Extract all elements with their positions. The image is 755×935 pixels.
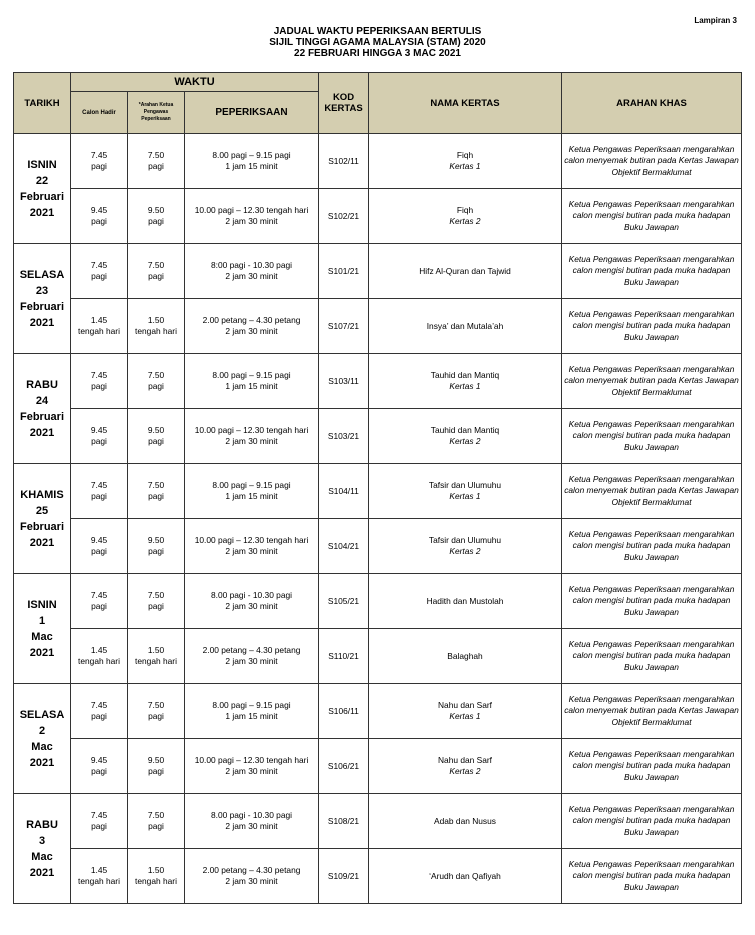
calon-time: 7.45 [90, 150, 108, 160]
paper-number: Kertas 1 [449, 711, 481, 721]
ketua-period: tengah hari [135, 326, 177, 336]
paper-name-cell [369, 244, 562, 299]
ketua-period: pagi [148, 216, 164, 226]
calon-time: 1.45 [90, 865, 108, 875]
paper-name-cell [369, 409, 562, 464]
paper-name-cell [369, 189, 562, 244]
special-instruction-cell: Ketua Pengawas Peperiksaan mengarahkan calon mengisi butiran pada muka hadapan Buku Jawapan [562, 794, 742, 849]
table-row [14, 629, 742, 684]
paper-name-cell [369, 739, 562, 794]
header-arahan-khas: ARAHAN KHAS [562, 73, 742, 134]
calon-time: 7.45 [90, 370, 108, 380]
document-title [0, 26, 755, 59]
calon-time: 9.45 [90, 755, 108, 765]
table-row [14, 684, 742, 739]
arahan-ketua-cell [128, 354, 185, 409]
table-row [14, 794, 742, 849]
exam-time-range: 10.00 pagi – 12.30 tengah hari [194, 535, 309, 545]
exam-time-cell [185, 519, 319, 574]
exam-time-cell [185, 134, 319, 189]
ketua-time: 7.50 [147, 810, 165, 820]
exam-time-range: 8.00 pagi – 9.15 pagi [212, 150, 291, 160]
paper-code-cell: S104/21 [319, 519, 369, 574]
table-row [14, 189, 742, 244]
calon-hadir-cell [71, 134, 128, 189]
table-row [14, 464, 742, 519]
paper-name: Fiqh [456, 205, 474, 215]
special-instruction-cell: Ketua Pengawas Peperiksaan mengarahkan calon menyemak butiran pada Kertas Jawapan Objektif Bermaklumat [562, 354, 742, 409]
exam-duration: 1 jam 15 minit [225, 711, 278, 721]
exam-duration: 1 jam 15 minit [225, 381, 278, 391]
ketua-period: pagi [148, 766, 164, 776]
year: 2021 [29, 426, 55, 439]
arahan-ketua-cell [128, 519, 185, 574]
table-row [14, 244, 742, 299]
month-name: Februari [19, 410, 64, 423]
month-name: Mac [31, 630, 53, 643]
header-waktu: WAKTU [71, 73, 319, 92]
exam-time-cell [185, 629, 319, 684]
exam-time-cell [185, 299, 319, 354]
arahan-ketua-cell [128, 574, 185, 629]
paper-name: Insya’ dan Mutala’ah [426, 320, 504, 331]
day-name: RABU [26, 818, 58, 831]
exam-duration: 2 jam 30 minit [225, 546, 278, 556]
exam-time-cell [185, 354, 319, 409]
header-nama-kertas: NAMA KERTAS [369, 73, 562, 134]
day-number: 23 [35, 284, 49, 297]
paper-name: ‘Arudh dan Qafiyah [429, 870, 501, 881]
day-name: SELASA [19, 708, 65, 721]
calon-time: 7.45 [90, 260, 108, 270]
special-instruction-cell: Ketua Pengawas Peperiksaan mengarahkan calon mengisi butiran pada muka hadapan Buku Jawapan [562, 629, 742, 684]
exam-duration: 2 jam 30 minit [225, 326, 278, 336]
calon-hadir-cell [71, 519, 128, 574]
paper-code-cell: S107/21 [319, 299, 369, 354]
calon-hadir-cell [71, 354, 128, 409]
exam-time-cell [185, 189, 319, 244]
table-row [14, 409, 742, 464]
ketua-period: pagi [148, 491, 164, 501]
exam-duration: 2 jam 30 minit [225, 876, 278, 886]
calon-period: pagi [91, 766, 107, 776]
special-instruction-cell: Ketua Pengawas Peperiksaan mengarahkan calon mengisi butiran pada muka hadapan Buku Jawapan [562, 244, 742, 299]
table-row [14, 299, 742, 354]
calon-time: 1.45 [90, 645, 108, 655]
date-cell [14, 244, 71, 354]
calon-period: tengah hari [78, 326, 120, 336]
exam-time-range: 2.00 petang – 4.30 petang [202, 645, 301, 655]
arahan-ketua-cell [128, 629, 185, 684]
title-line-3: 22 FEBRUARI HINGGA 3 MAC 2021 [294, 48, 461, 59]
calon-time: 7.45 [90, 480, 108, 490]
special-instruction-cell: Ketua Pengawas Peperiksaan mengarahkan calon mengisi butiran pada muka hadapan Buku Jawapan [562, 409, 742, 464]
paper-code-cell: S106/11 [319, 684, 369, 739]
special-instruction-cell: Ketua Pengawas Peperiksaan mengarahkan calon menyemak butiran pada Kertas Jawapan Objektif Bermaklumat [562, 464, 742, 519]
calon-hadir-cell [71, 629, 128, 684]
year: 2021 [29, 316, 55, 329]
paper-name-cell [369, 464, 562, 519]
paper-code-cell: S109/21 [319, 849, 369, 904]
day-number: 3 [38, 834, 46, 847]
paper-name-cell [369, 519, 562, 574]
special-instruction-cell: Ketua Pengawas Peperiksaan mengarahkan calon menyemak butiran pada Kertas Jawapan Objektif Bermaklumat [562, 134, 742, 189]
calon-period: pagi [91, 711, 107, 721]
date-cell [14, 794, 71, 904]
day-number: 24 [35, 394, 49, 407]
exam-schedule-table [13, 72, 742, 904]
paper-number: Kertas 2 [449, 546, 481, 556]
paper-code-cell: S103/21 [319, 409, 369, 464]
day-number: 25 [35, 504, 49, 517]
ketua-time: 9.50 [147, 425, 165, 435]
ketua-period: pagi [148, 821, 164, 831]
calon-period: tengah hari [78, 656, 120, 666]
paper-name-cell [369, 134, 562, 189]
arahan-ketua-cell [128, 299, 185, 354]
exam-duration: 2 jam 30 minit [225, 601, 278, 611]
calon-time: 7.45 [90, 590, 108, 600]
paper-name-cell [369, 684, 562, 739]
paper-name-cell [369, 629, 562, 684]
special-instruction-cell: Ketua Pengawas Peperiksaan mengarahkan calon mengisi butiran pada muka hadapan Buku Jawapan [562, 189, 742, 244]
calon-hadir-cell [71, 244, 128, 299]
month-name: Februari [19, 520, 64, 533]
calon-period: pagi [91, 381, 107, 391]
paper-name: Nahu dan Sarf [437, 700, 492, 710]
ketua-time: 7.50 [147, 150, 165, 160]
paper-name: Tafsir dan Ulumuhu [428, 535, 502, 545]
table-row [14, 134, 742, 189]
arahan-ketua-cell [128, 684, 185, 739]
header-kod-kertas: KOD KERTAS [319, 73, 369, 134]
special-instruction-cell: Ketua Pengawas Peperiksaan mengarahkan calon mengisi butiran pada muka hadapan Buku Jawapan [562, 739, 742, 794]
paper-code-cell: S101/21 [319, 244, 369, 299]
special-instruction-cell: Ketua Pengawas Peperiksaan mengarahkan calon mengisi butiran pada muka hadapan Buku Jawapan [562, 574, 742, 629]
day-number: 22 [35, 174, 49, 187]
arahan-ketua-cell [128, 409, 185, 464]
date-cell [14, 574, 71, 684]
ketua-time: 1.50 [147, 865, 165, 875]
ketua-period: pagi [148, 161, 164, 171]
ketua-period: pagi [148, 546, 164, 556]
day-number: 2 [38, 724, 46, 737]
paper-number: Kertas 1 [449, 491, 481, 501]
day-name: ISNIN [27, 158, 57, 171]
paper-name-cell [369, 354, 562, 409]
paper-name: Nahu dan Sarf [437, 755, 492, 765]
paper-name-cell [369, 299, 562, 354]
ketua-time: 7.50 [147, 700, 165, 710]
date-cell [14, 684, 71, 794]
ketua-period: tengah hari [135, 876, 177, 886]
exam-time-cell [185, 849, 319, 904]
paper-code-cell: S103/11 [319, 354, 369, 409]
ketua-period: pagi [148, 436, 164, 446]
paper-name: Hifz Al-Quran dan Tajwid [419, 265, 511, 276]
date-cell [14, 134, 71, 244]
exam-time-range: 10.00 pagi – 12.30 tengah hari [194, 205, 309, 215]
paper-name-cell [369, 574, 562, 629]
exam-time-cell [185, 244, 319, 299]
month-name: Mac [31, 850, 53, 863]
ketua-time: 7.50 [147, 480, 165, 490]
calon-time: 9.45 [90, 205, 108, 215]
calon-period: pagi [91, 821, 107, 831]
title-line-1: JADUAL WAKTU PEPERIKSAAN BERTULIS [273, 26, 482, 37]
table-row [14, 354, 742, 409]
paper-code-cell: S102/21 [319, 189, 369, 244]
arahan-ketua-cell [128, 134, 185, 189]
paper-name-cell [369, 849, 562, 904]
paper-name: Hadith dan Mustolah [426, 595, 504, 606]
calon-hadir-cell [71, 849, 128, 904]
calon-period: pagi [91, 491, 107, 501]
paper-number: Kertas 2 [449, 436, 481, 446]
day-name: ISNIN [27, 598, 57, 611]
date-cell [14, 464, 71, 574]
header-calon-hadir: Calon Hadir [71, 92, 128, 134]
calon-hadir-cell [71, 409, 128, 464]
month-name: Mac [31, 740, 53, 753]
month-name: Februari [19, 300, 64, 313]
paper-number: Kertas 1 [449, 381, 481, 391]
calon-period: pagi [91, 546, 107, 556]
paper-name-cell [369, 794, 562, 849]
day-name: SELASA [19, 268, 65, 281]
paper-name: Balaghah [447, 650, 483, 661]
paper-name: Adab dan Nusus [434, 815, 496, 826]
exam-duration: 1 jam 15 minit [225, 161, 278, 171]
exam-time-cell [185, 739, 319, 794]
exam-time-range: 8.00 pagi – 9.15 pagi [212, 370, 291, 380]
paper-code-cell: S108/21 [319, 794, 369, 849]
arahan-ketua-cell [128, 464, 185, 519]
calon-period: pagi [91, 216, 107, 226]
paper-name: Tafsir dan Ulumuhu [428, 480, 502, 490]
day-number: 1 [38, 614, 46, 627]
ketua-time: 9.50 [147, 205, 165, 215]
header-tarikh: TARIKH [14, 73, 71, 134]
calon-hadir-cell [71, 739, 128, 794]
paper-name: Tauhid dan Mantiq [430, 370, 500, 380]
ketua-time: 9.50 [147, 535, 165, 545]
calon-hadir-cell [71, 794, 128, 849]
exam-time-range: 8.00 pagi - 10.30 pagi [210, 810, 293, 820]
exam-time-range: 8:00 pagi - 10.30 pagi [210, 260, 293, 270]
exam-time-cell [185, 684, 319, 739]
schedule-body [14, 134, 742, 904]
header-peperiksaan: PEPERIKSAAN [185, 92, 319, 134]
exam-time-range: 8.00 pagi – 9.15 pagi [212, 700, 291, 710]
paper-number: Kertas 2 [449, 216, 481, 226]
exam-time-cell [185, 464, 319, 519]
exam-duration: 1 jam 15 minit [225, 491, 278, 501]
special-instruction-cell: Ketua Pengawas Peperiksaan mengarahkan calon mengisi butiran pada muka hadapan Buku Jawapan [562, 519, 742, 574]
exam-duration: 2 jam 30 minit [225, 766, 278, 776]
exam-time-range: 2.00 petang – 4.30 petang [202, 865, 301, 875]
paper-number: Kertas 2 [449, 766, 481, 776]
calon-time: 7.45 [90, 810, 108, 820]
calon-period: tengah hari [78, 876, 120, 886]
appendix-label: Lampiran 3 [694, 16, 737, 25]
paper-code-cell: S105/21 [319, 574, 369, 629]
exam-time-cell [185, 409, 319, 464]
ketua-time: 9.50 [147, 755, 165, 765]
ketua-period: pagi [148, 601, 164, 611]
special-instruction-cell: Ketua Pengawas Peperiksaan mengarahkan calon mengisi butiran pada muka hadapan Buku Jawapan [562, 299, 742, 354]
exam-time-cell [185, 574, 319, 629]
year: 2021 [29, 756, 55, 769]
ketua-time: 1.50 [147, 645, 165, 655]
calon-time: 9.45 [90, 535, 108, 545]
table-row [14, 849, 742, 904]
paper-name: Tauhid dan Mantiq [430, 425, 500, 435]
paper-code-cell: S110/21 [319, 629, 369, 684]
ketua-period: pagi [148, 711, 164, 721]
exam-time-range: 10.00 pagi – 12.30 tengah hari [194, 425, 309, 435]
exam-time-range: 2.00 petang – 4.30 petang [202, 315, 301, 325]
calon-hadir-cell [71, 574, 128, 629]
special-instruction-cell: Ketua Pengawas Peperiksaan mengarahkan calon menyemak butiran pada Kertas Jawapan Objektif Bermaklumat [562, 684, 742, 739]
calon-period: pagi [91, 161, 107, 171]
calon-hadir-cell [71, 464, 128, 519]
year: 2021 [29, 646, 55, 659]
table-row [14, 519, 742, 574]
paper-code-cell: S104/11 [319, 464, 369, 519]
paper-code-cell: S106/21 [319, 739, 369, 794]
calon-period: pagi [91, 271, 107, 281]
paper-name: Fiqh [456, 150, 474, 160]
ketua-period: tengah hari [135, 656, 177, 666]
day-name: KHAMIS [20, 488, 64, 501]
arahan-ketua-cell [128, 739, 185, 794]
header-arahan-ketua: *Arahan Ketua Pengawas Peperiksaan [128, 92, 185, 134]
exam-time-cell [185, 794, 319, 849]
year: 2021 [29, 536, 55, 549]
arahan-ketua-cell [128, 794, 185, 849]
table-row [14, 739, 742, 794]
ketua-time: 7.50 [147, 370, 165, 380]
year: 2021 [29, 866, 55, 879]
calon-period: pagi [91, 436, 107, 446]
exam-duration: 2 jam 30 minit [225, 216, 278, 226]
ketua-time: 1.50 [147, 315, 165, 325]
exam-duration: 2 jam 30 minit [225, 656, 278, 666]
exam-time-range: 8.00 pagi – 9.15 pagi [212, 480, 291, 490]
year: 2021 [29, 206, 55, 219]
calon-time: 1.45 [90, 315, 108, 325]
day-name: RABU [26, 378, 58, 391]
ketua-period: pagi [148, 381, 164, 391]
arahan-ketua-cell [128, 189, 185, 244]
title-line-2: SIJIL TINGGI AGAMA MALAYSIA (STAM) 2020 [269, 37, 486, 48]
exam-duration: 2 jam 30 minit [225, 436, 278, 446]
calon-time: 7.45 [90, 700, 108, 710]
calon-time: 9.45 [90, 425, 108, 435]
ketua-time: 7.50 [147, 590, 165, 600]
calon-period: pagi [91, 601, 107, 611]
paper-code-cell: S102/11 [319, 134, 369, 189]
calon-hadir-cell [71, 684, 128, 739]
calon-hadir-cell [71, 299, 128, 354]
calon-hadir-cell [71, 189, 128, 244]
exam-duration: 2 jam 30 minit [225, 821, 278, 831]
paper-number: Kertas 1 [449, 161, 481, 171]
table-row [14, 574, 742, 629]
month-name: Februari [19, 190, 64, 203]
special-instruction-cell: Ketua Pengawas Peperiksaan mengarahkan calon mengisi butiran pada muka hadapan Buku Jawapan [562, 849, 742, 904]
date-cell [14, 354, 71, 464]
exam-time-range: 10.00 pagi – 12.30 tengah hari [194, 755, 309, 765]
ketua-time: 7.50 [147, 260, 165, 270]
exam-duration: 2 jam 30 minit [225, 271, 278, 281]
ketua-period: pagi [148, 271, 164, 281]
exam-time-range: 8.00 pagi - 10.30 pagi [210, 590, 293, 600]
arahan-ketua-cell [128, 244, 185, 299]
arahan-ketua-cell [128, 849, 185, 904]
